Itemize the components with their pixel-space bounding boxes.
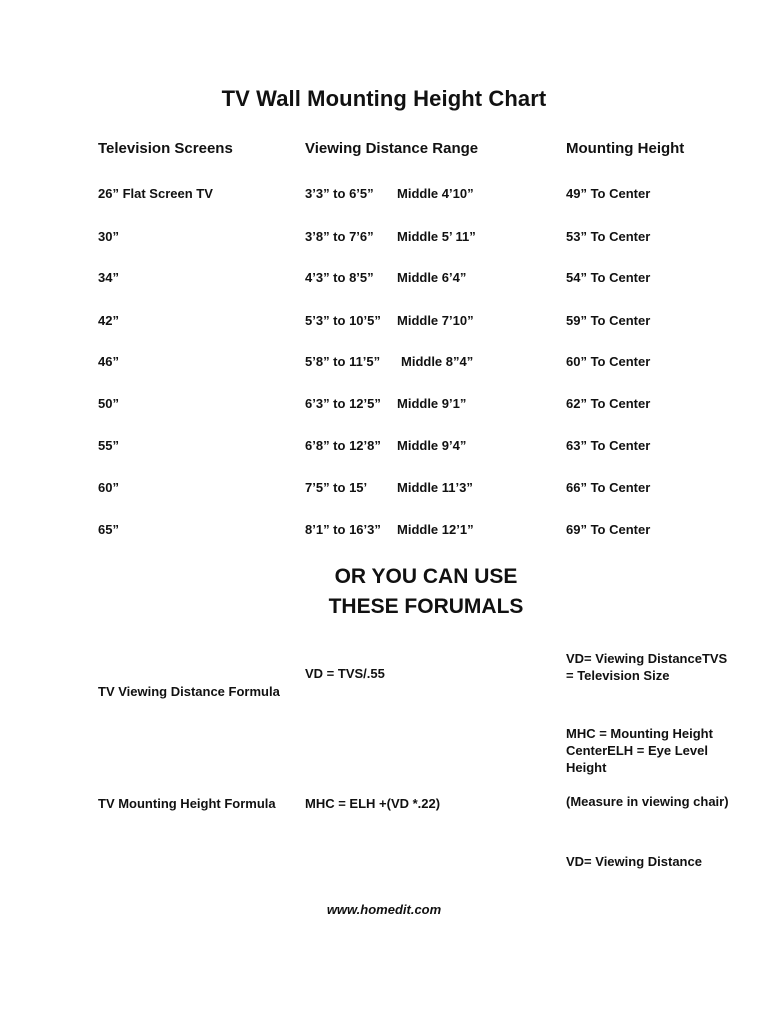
mounting-height-cell: 66” To Center xyxy=(566,480,651,495)
viewing-distance-definition-note: VD= Viewing Distance xyxy=(566,854,702,869)
header-television-screens: Television Screens xyxy=(98,140,233,157)
distance-middle-cell: Middle 6’4” xyxy=(397,270,467,285)
mounting-height-cell: 53” To Center xyxy=(566,229,651,244)
screen-size-cell: 60” xyxy=(98,480,119,495)
screen-size-cell: 30” xyxy=(98,229,119,244)
distance-middle-cell: Middle 9’1” xyxy=(397,396,467,411)
mounting-height-formula-label: TV Mounting Height Formula xyxy=(98,796,276,811)
footer-website: www.homedit.com xyxy=(326,902,442,917)
distance-middle-cell: Middle 8”4” xyxy=(401,354,474,369)
header-mounting-height: Mounting Height xyxy=(566,140,685,157)
distance-range-cell: 6’3” to 12’5” xyxy=(305,396,381,411)
mounting-height-cell: 69” To Center xyxy=(566,522,651,537)
measure-note: (Measure in viewing chair) xyxy=(566,794,729,809)
mounting-height-cell: 49” To Center xyxy=(566,186,651,201)
screen-size-cell: 34” xyxy=(98,270,119,285)
viewing-distance-formula-note: VD= Viewing DistanceTVS = Television Size xyxy=(566,651,728,683)
distance-range-cell: 4’3” to 8’5” xyxy=(305,270,374,285)
screen-size-cell: 50” xyxy=(98,396,119,411)
mounting-height-cell: 54” To Center xyxy=(566,270,651,285)
viewing-distance-formula-label: TV Viewing Distance Formula xyxy=(98,684,280,699)
distance-range-cell: 6’8” to 12’8” xyxy=(305,438,381,453)
mounting-height-cell: 60” To Center xyxy=(566,354,651,369)
formulas-subheading-line-1: OR YOU CAN USE xyxy=(334,565,518,588)
formulas-subheading-line-2: THESE FORUMALS xyxy=(328,595,524,618)
header-viewing-distance-range: Viewing Distance Range xyxy=(305,140,479,157)
screen-size-cell: 46” xyxy=(98,354,119,369)
screen-size-cell: 65” xyxy=(98,522,119,537)
viewing-distance-formula: VD = TVS/.55 xyxy=(305,666,385,681)
screen-size-cell: 26” Flat Screen TV xyxy=(98,186,213,201)
mounting-height-cell: 62” To Center xyxy=(566,396,651,411)
distance-middle-cell: Middle 11’3” xyxy=(397,480,473,495)
distance-range-cell: 7’5” to 15’ xyxy=(305,480,368,495)
mounting-height-cell: 63” To Center xyxy=(566,438,651,453)
distance-range-cell: 5’3” to 10’5” xyxy=(305,313,381,328)
page-title: TV Wall Mounting Height Chart xyxy=(221,86,547,111)
distance-range-cell: 3’3” to 6’5” xyxy=(305,186,374,201)
distance-middle-cell: Middle 5’ 11” xyxy=(397,229,476,244)
mounting-height-cell: 59” To Center xyxy=(566,313,651,328)
distance-middle-cell: Middle 9’4” xyxy=(397,438,467,453)
mounting-height-definition-note: MHC = Mounting Height CenterELH = Eye Level Height xyxy=(566,726,713,775)
distance-range-cell: 8’1” to 16’3” xyxy=(305,522,381,537)
formulas-subheading xyxy=(276,562,576,622)
distance-middle-cell: Middle 12’1” xyxy=(397,522,474,537)
distance-range-cell: 5’8” to 11’5” xyxy=(305,354,381,369)
screen-size-cell: 42” xyxy=(98,313,119,328)
distance-middle-cell: Middle 7’10” xyxy=(397,313,474,328)
mounting-height-formula: MHC = ELH +(VD *.22) xyxy=(305,796,441,811)
screen-size-cell: 55” xyxy=(98,438,119,453)
distance-middle-cell: Middle 4’10” xyxy=(397,186,474,201)
distance-range-cell: 3’8” to 7’6” xyxy=(305,229,374,244)
